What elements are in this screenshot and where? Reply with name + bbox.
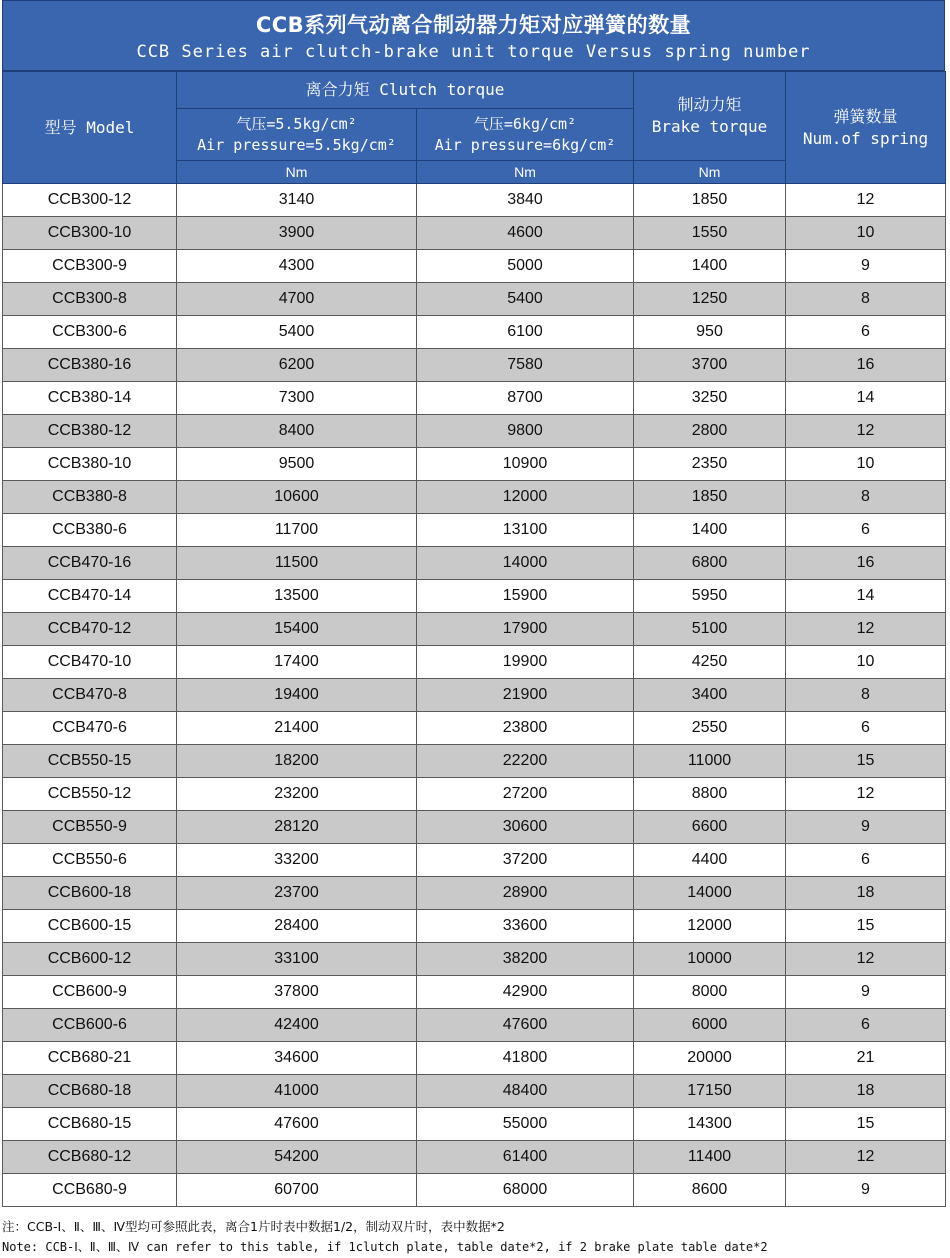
brake-torque-cell: 1850 (634, 184, 786, 217)
table-row (3, 1042, 946, 1075)
header-brake-torque (634, 72, 786, 161)
model-cell: CCB600-6 (3, 1009, 177, 1042)
clutch-torque-6-cell: 33600 (417, 910, 634, 943)
brake-torque-cell: 14300 (634, 1108, 786, 1141)
clutch-torque-5-5-cell: 4700 (177, 283, 417, 316)
brake-torque-cell: 1250 (634, 283, 786, 316)
spring-count-cell: 9 (786, 976, 946, 1009)
brake-torque-cell: 8600 (634, 1174, 786, 1207)
clutch-torque-6-cell: 61400 (417, 1141, 634, 1174)
spring-count-cell: 12 (786, 943, 946, 976)
table-row (3, 1174, 946, 1207)
brake-torque-cell: 2350 (634, 448, 786, 481)
spring-count-cell: 14 (786, 580, 946, 613)
clutch-torque-5-5-cell: 33200 (177, 844, 417, 877)
brake-torque-cell: 1400 (634, 250, 786, 283)
model-cell: CCB380-10 (3, 448, 177, 481)
spring-count-cell: 6 (786, 712, 946, 745)
header-pressure-6 (417, 109, 634, 161)
brake-torque-cell: 1550 (634, 217, 786, 250)
clutch-torque-5-5-cell: 28120 (177, 811, 417, 844)
spring-count-cell: 15 (786, 910, 946, 943)
spring-count-cell: 6 (786, 514, 946, 547)
clutch-torque-5-5-cell: 11500 (177, 547, 417, 580)
clutch-torque-6-cell: 3840 (417, 184, 634, 217)
clutch-torque-5-5-cell: 18200 (177, 745, 417, 778)
spring-count-cell: 18 (786, 877, 946, 910)
clutch-torque-6-cell: 15900 (417, 580, 634, 613)
header-model (3, 72, 177, 184)
model-cell: CCB470-8 (3, 679, 177, 712)
table-row (3, 613, 946, 646)
title-chinese: CCB系列气动离合制动器力矩对应弹簧的数量 (255, 13, 692, 37)
table-notes (2, 1216, 768, 1258)
clutch-torque-6-cell: 6100 (417, 316, 634, 349)
header-spring-en: Num.of spring (802, 128, 929, 148)
clutch-torque-5-5-cell: 5400 (177, 316, 417, 349)
unit-clutch-5-5: Nm (177, 161, 417, 184)
table-row (3, 976, 946, 1009)
note-chinese: 注：CCB-Ⅰ、Ⅱ、Ⅲ、Ⅳ型均可参照此表，离合1片时表中数据1/2，制动双片时，表中数据*2 (2, 1219, 505, 1234)
model-cell: CCB680-18 (3, 1075, 177, 1108)
table-row (3, 448, 946, 481)
header-clutch-torque (177, 72, 634, 109)
header-spring-number (786, 72, 946, 184)
table-row (3, 910, 946, 943)
clutch-torque-5-5-cell: 13500 (177, 580, 417, 613)
clutch-torque-5-5-cell: 3140 (177, 184, 417, 217)
clutch-torque-6-cell: 48400 (417, 1075, 634, 1108)
table-row (3, 1075, 946, 1108)
spring-count-cell: 9 (786, 1174, 946, 1207)
clutch-torque-5-5-cell: 9500 (177, 448, 417, 481)
table-row (3, 316, 946, 349)
clutch-torque-6-cell: 38200 (417, 943, 634, 976)
clutch-torque-5-5-cell: 4300 (177, 250, 417, 283)
clutch-torque-6-cell: 4600 (417, 217, 634, 250)
clutch-torque-5-5-cell: 42400 (177, 1009, 417, 1042)
clutch-torque-6-cell: 9800 (417, 415, 634, 448)
header-spring-zh: 弹簧数量 (833, 106, 898, 126)
header-brake-en: Brake torque (651, 117, 768, 136)
table-title-bar (2, 0, 945, 71)
model-cell: CCB680-9 (3, 1174, 177, 1207)
spring-count-cell: 16 (786, 547, 946, 580)
header-clutch-torque-label: 离合力矩 Clutch torque (305, 80, 505, 99)
table-row (3, 1108, 946, 1141)
model-cell: CCB380-14 (3, 382, 177, 415)
table-row (3, 646, 946, 679)
brake-torque-cell: 10000 (634, 943, 786, 976)
brake-torque-cell: 3700 (634, 349, 786, 382)
model-cell: CCB680-15 (3, 1108, 177, 1141)
header-brake-zh: 制动力矩 (677, 95, 742, 114)
brake-torque-cell: 20000 (634, 1042, 786, 1075)
model-cell: CCB300-10 (3, 217, 177, 250)
header-pressure-5-5-zh: 气压=5.5kg/cm² (236, 114, 357, 133)
brake-torque-cell: 11400 (634, 1141, 786, 1174)
model-cell: CCB550-9 (3, 811, 177, 844)
model-cell: CCB300-6 (3, 316, 177, 349)
torque-spring-table (2, 71, 946, 1207)
model-cell: CCB470-16 (3, 547, 177, 580)
clutch-torque-6-cell: 17900 (417, 613, 634, 646)
table-body (3, 184, 946, 1207)
model-cell: CCB680-21 (3, 1042, 177, 1075)
clutch-torque-6-cell: 30600 (417, 811, 634, 844)
spring-count-cell: 21 (786, 1042, 946, 1075)
table-row (3, 184, 946, 217)
clutch-torque-5-5-cell: 17400 (177, 646, 417, 679)
spring-count-cell: 9 (786, 250, 946, 283)
brake-torque-cell: 6000 (634, 1009, 786, 1042)
clutch-torque-6-cell: 12000 (417, 481, 634, 514)
model-cell: CCB470-12 (3, 613, 177, 646)
clutch-torque-6-cell: 14000 (417, 547, 634, 580)
clutch-torque-5-5-cell: 23200 (177, 778, 417, 811)
spring-count-cell: 9 (786, 811, 946, 844)
model-cell: CCB300-12 (3, 184, 177, 217)
spring-count-cell: 6 (786, 844, 946, 877)
table-row (3, 679, 946, 712)
clutch-torque-5-5-cell: 41000 (177, 1075, 417, 1108)
table-row (3, 844, 946, 877)
table-row (3, 580, 946, 613)
model-cell: CCB380-16 (3, 349, 177, 382)
brake-torque-cell: 950 (634, 316, 786, 349)
brake-torque-cell: 5950 (634, 580, 786, 613)
spring-count-cell: 8 (786, 679, 946, 712)
clutch-torque-6-cell: 23800 (417, 712, 634, 745)
spring-count-cell: 15 (786, 745, 946, 778)
brake-torque-cell: 5100 (634, 613, 786, 646)
clutch-torque-6-cell: 7580 (417, 349, 634, 382)
spring-count-cell: 16 (786, 349, 946, 382)
clutch-torque-6-cell: 47600 (417, 1009, 634, 1042)
clutch-torque-6-cell: 10900 (417, 448, 634, 481)
table-row (3, 712, 946, 745)
clutch-torque-5-5-cell: 23700 (177, 877, 417, 910)
model-cell: CCB470-14 (3, 580, 177, 613)
clutch-torque-5-5-cell: 19400 (177, 679, 417, 712)
clutch-torque-6-cell: 5000 (417, 250, 634, 283)
brake-torque-cell: 8000 (634, 976, 786, 1009)
clutch-torque-5-5-cell: 3900 (177, 217, 417, 250)
model-cell: CCB600-12 (3, 943, 177, 976)
table-row (3, 415, 946, 448)
table-row (3, 349, 946, 382)
spring-count-cell: 6 (786, 316, 946, 349)
torque-spring-table-document (2, 0, 945, 1207)
table-row (3, 943, 946, 976)
brake-torque-cell: 1850 (634, 481, 786, 514)
model-cell: CCB550-15 (3, 745, 177, 778)
table-row (3, 382, 946, 415)
brake-torque-cell: 17150 (634, 1075, 786, 1108)
spring-count-cell: 8 (786, 481, 946, 514)
table-row (3, 217, 946, 250)
clutch-torque-6-cell: 27200 (417, 778, 634, 811)
model-cell: CCB380-6 (3, 514, 177, 547)
clutch-torque-6-cell: 37200 (417, 844, 634, 877)
clutch-torque-6-cell: 22200 (417, 745, 634, 778)
spring-count-cell: 10 (786, 646, 946, 679)
brake-torque-cell: 4250 (634, 646, 786, 679)
spring-count-cell: 10 (786, 448, 946, 481)
model-cell: CCB300-9 (3, 250, 177, 283)
spring-count-cell: 12 (786, 1141, 946, 1174)
clutch-torque-6-cell: 55000 (417, 1108, 634, 1141)
brake-torque-cell: 3250 (634, 382, 786, 415)
model-cell: CCB600-15 (3, 910, 177, 943)
brake-torque-cell: 14000 (634, 877, 786, 910)
clutch-torque-6-cell: 8700 (417, 382, 634, 415)
spring-count-cell: 15 (786, 1108, 946, 1141)
model-cell: CCB550-6 (3, 844, 177, 877)
model-cell: CCB470-6 (3, 712, 177, 745)
clutch-torque-5-5-cell: 28400 (177, 910, 417, 943)
brake-torque-cell: 2550 (634, 712, 786, 745)
note-english: Note: CCB-Ⅰ、Ⅱ、Ⅲ、Ⅳ can refer to this table, if 1clutch plate, table date*2, if 2 brake plate table date*2 (2, 1240, 768, 1254)
table-row (3, 250, 946, 283)
table-row (3, 877, 946, 910)
brake-torque-cell: 3400 (634, 679, 786, 712)
header-pressure-6-en: Air pressure=6kg/cm² (434, 135, 616, 154)
title-english: CCB Series air clutch-brake unit torque Versus spring number (136, 42, 811, 62)
brake-torque-cell: 6800 (634, 547, 786, 580)
spring-count-cell: 6 (786, 1009, 946, 1042)
unit-brake: Nm (634, 161, 786, 184)
clutch-torque-6-cell: 13100 (417, 514, 634, 547)
brake-torque-cell: 8800 (634, 778, 786, 811)
model-cell: CCB380-8 (3, 481, 177, 514)
model-cell: CCB380-12 (3, 415, 177, 448)
header-pressure-5-5-en: Air pressure=5.5kg/cm² (197, 135, 396, 154)
clutch-torque-5-5-cell: 54200 (177, 1141, 417, 1174)
spring-count-cell: 12 (786, 613, 946, 646)
table-row (3, 481, 946, 514)
brake-torque-cell: 4400 (634, 844, 786, 877)
clutch-torque-6-cell: 21900 (417, 679, 634, 712)
clutch-torque-6-cell: 19900 (417, 646, 634, 679)
clutch-torque-5-5-cell: 60700 (177, 1174, 417, 1207)
header-model-label: 型号 Model (44, 117, 135, 137)
clutch-torque-5-5-cell: 47600 (177, 1108, 417, 1141)
clutch-torque-5-5-cell: 33100 (177, 943, 417, 976)
table-row (3, 547, 946, 580)
clutch-torque-5-5-cell: 21400 (177, 712, 417, 745)
table-row (3, 1141, 946, 1174)
model-cell: CCB550-12 (3, 778, 177, 811)
spring-count-cell: 8 (786, 283, 946, 316)
model-cell: CCB600-18 (3, 877, 177, 910)
model-cell: CCB680-12 (3, 1141, 177, 1174)
header-pressure-6-zh: 气压=6kg/cm² (473, 114, 577, 133)
spring-count-cell: 12 (786, 415, 946, 448)
spring-count-cell: 12 (786, 778, 946, 811)
table-row (3, 1009, 946, 1042)
model-cell: CCB300-8 (3, 283, 177, 316)
brake-torque-cell: 1400 (634, 514, 786, 547)
clutch-torque-6-cell: 42900 (417, 976, 634, 1009)
brake-torque-cell: 2800 (634, 415, 786, 448)
table-row (3, 811, 946, 844)
clutch-torque-6-cell: 5400 (417, 283, 634, 316)
brake-torque-cell: 6600 (634, 811, 786, 844)
table-row (3, 283, 946, 316)
table-row (3, 745, 946, 778)
clutch-torque-6-cell: 68000 (417, 1174, 634, 1207)
clutch-torque-5-5-cell: 7300 (177, 382, 417, 415)
clutch-torque-6-cell: 28900 (417, 877, 634, 910)
model-cell: CCB470-10 (3, 646, 177, 679)
brake-torque-cell: 11000 (634, 745, 786, 778)
table-row (3, 514, 946, 547)
clutch-torque-5-5-cell: 8400 (177, 415, 417, 448)
clutch-torque-5-5-cell: 34600 (177, 1042, 417, 1075)
spring-count-cell: 12 (786, 184, 946, 217)
clutch-torque-5-5-cell: 10600 (177, 481, 417, 514)
clutch-torque-5-5-cell: 6200 (177, 349, 417, 382)
model-cell: CCB600-9 (3, 976, 177, 1009)
spring-count-cell: 14 (786, 382, 946, 415)
clutch-torque-5-5-cell: 15400 (177, 613, 417, 646)
spring-count-cell: 10 (786, 217, 946, 250)
clutch-torque-5-5-cell: 11700 (177, 514, 417, 547)
header-pressure-5-5 (177, 109, 417, 161)
clutch-torque-6-cell: 41800 (417, 1042, 634, 1075)
spring-count-cell: 18 (786, 1075, 946, 1108)
table-row (3, 778, 946, 811)
brake-torque-cell: 12000 (634, 910, 786, 943)
clutch-torque-5-5-cell: 37800 (177, 976, 417, 1009)
unit-clutch-6: Nm (417, 161, 634, 184)
